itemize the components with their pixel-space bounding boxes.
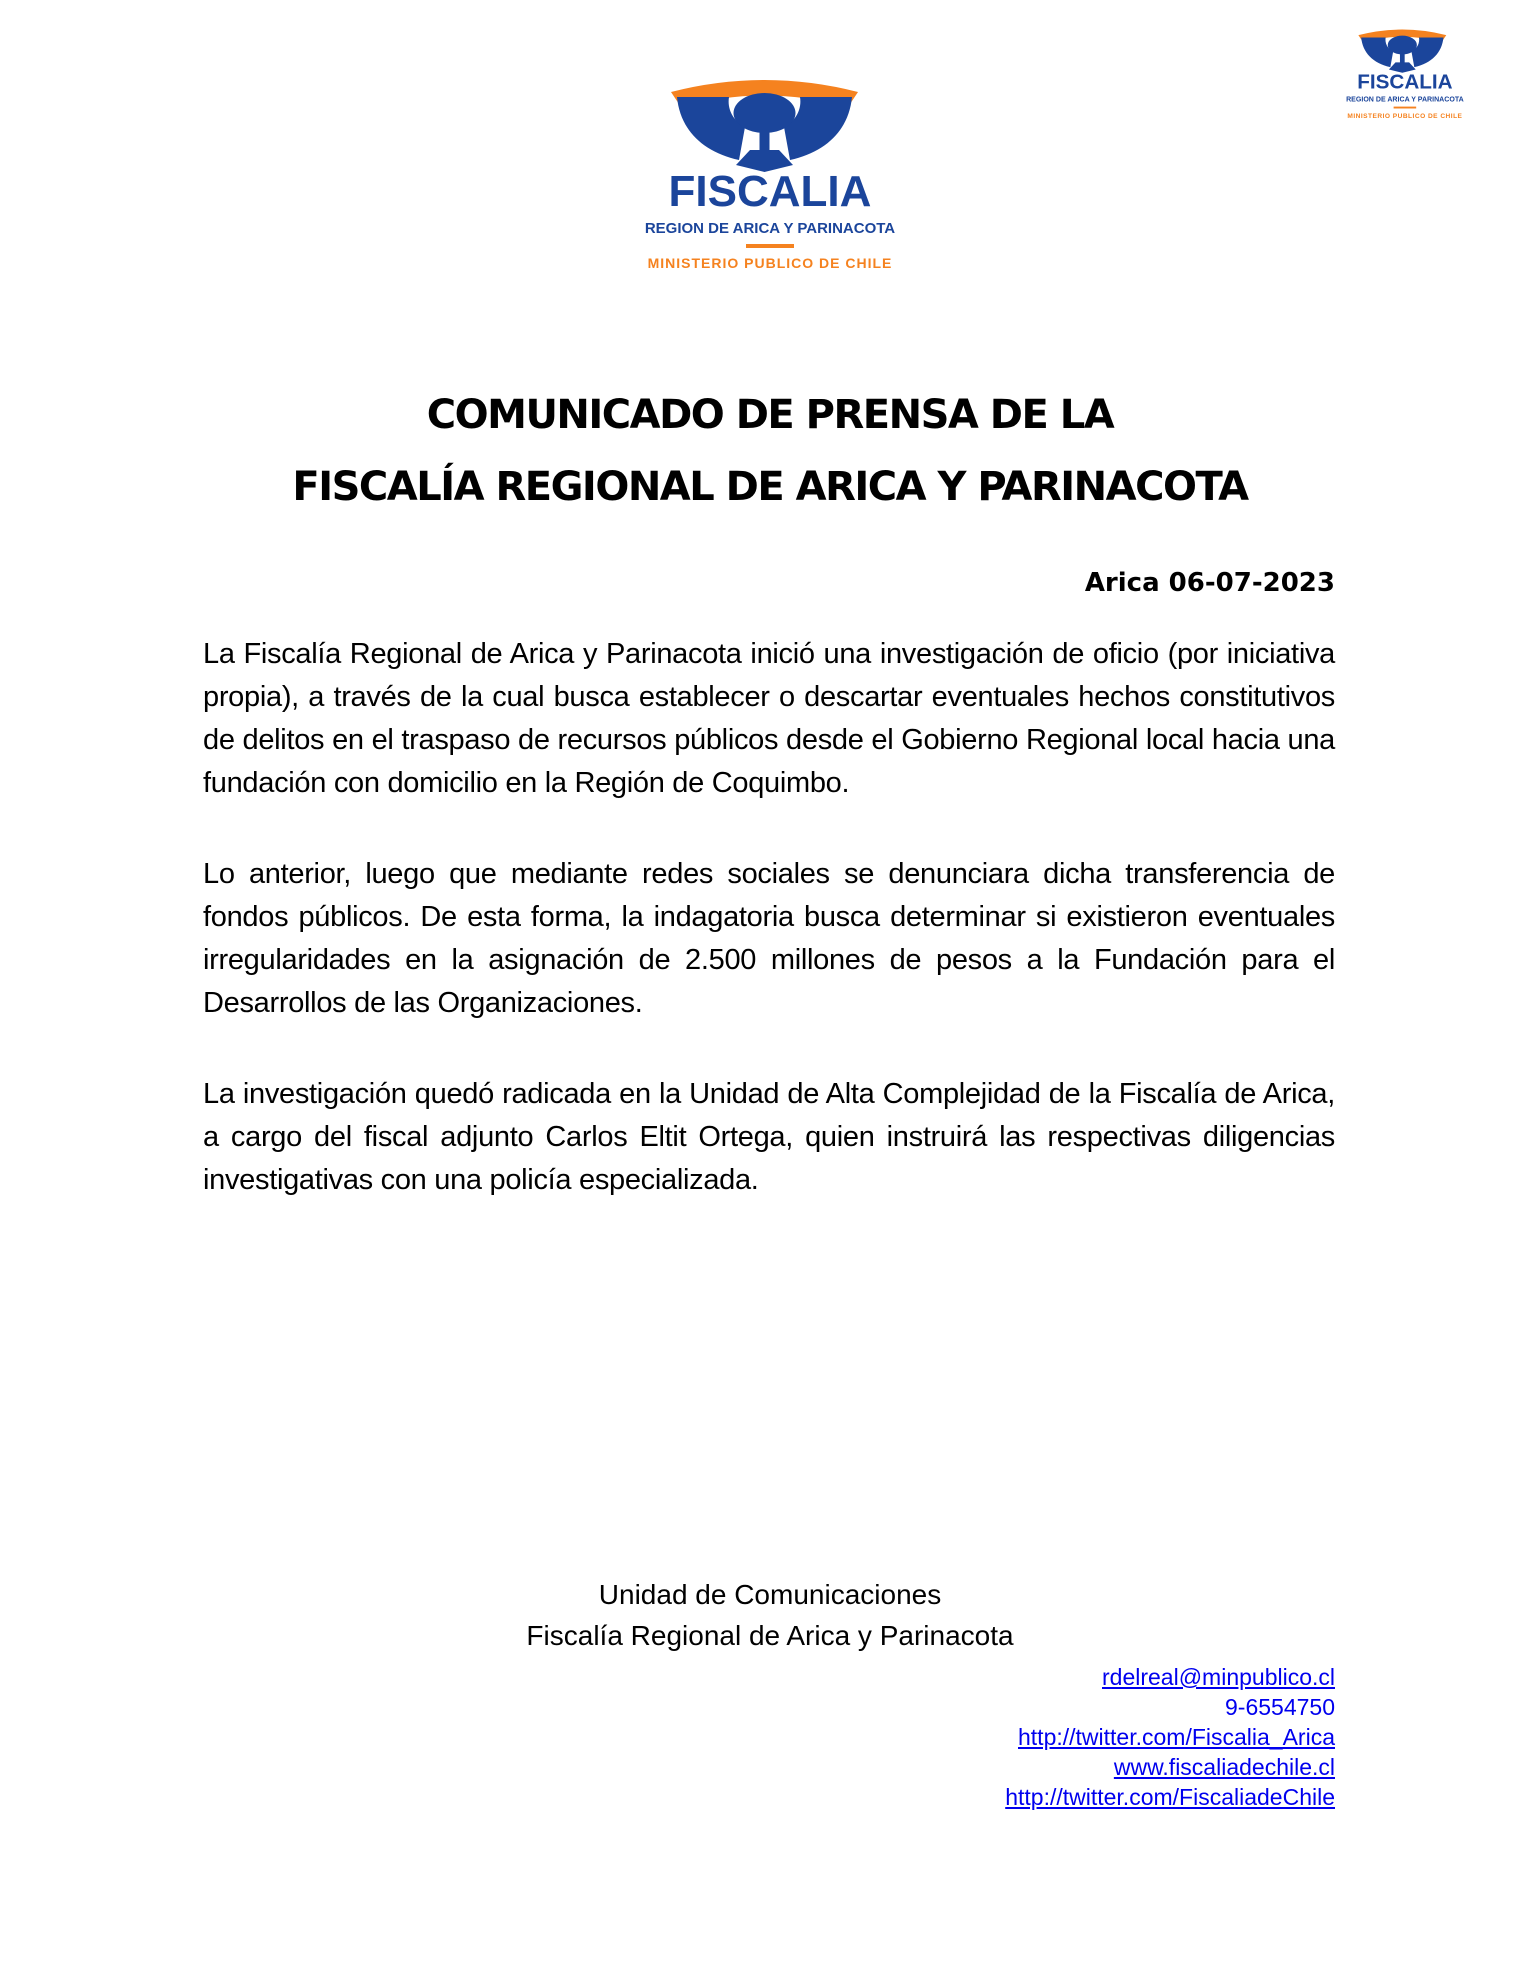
logo-divider (1394, 107, 1417, 109)
emblem-head (1388, 36, 1417, 55)
logo-ministry-label: MINISTERIO PUBLICO DE CHILE (1347, 111, 1463, 120)
emblem-left-wing (1361, 38, 1393, 68)
logo-ministry-label: MINISTERIO PUBLICO DE CHILE (647, 255, 893, 271)
page-title (0, 379, 1540, 523)
logo-wordmark: FISCALIA (1357, 70, 1453, 94)
press-release-body (203, 633, 1335, 1202)
footer-unit-block (0, 1574, 1540, 1656)
fiscalia-emblem-icon (640, 64, 900, 174)
logo-divider (746, 244, 794, 248)
logo-region-label: REGION DE ARICA Y PARINACOTA (1346, 95, 1464, 104)
emblem-head (734, 93, 796, 133)
fiscalia-emblem-icon (1344, 22, 1466, 74)
press-release-paragraph: La investigación quedó radicada en la Unidad de Alta Complejidad de la Fiscalía de Arica, a cargo del fiscal adjunto Carlos Eltit Ortega, quien instruirá las respectivas diligencias investigativas con una policía especializada. (203, 1078, 1335, 1196)
footer-unit-name: Unidad de Comunicaciones (598, 1579, 942, 1610)
logo-region-label: REGION DE ARICA Y PARINACOTA (644, 220, 896, 237)
main-logo (640, 64, 900, 271)
website-link[interactable]: www.fiscaliadechile.cl (1113, 1754, 1335, 1780)
page-title-line1: COMUNICADO DE PRENSA DE LA (426, 392, 1114, 438)
page-title-line2: FISCALÍA REGIONAL DE ARICA Y PARINACOTA (292, 464, 1248, 510)
phone-number: 9-6554750 (1225, 1694, 1335, 1720)
press-release-paragraph: La Fiscalía Regional de Arica y Parinacota inició una investigación de oficio (por iniciativa propia), a través de la cual busca establecer o descartar eventuales hechos constitutivos de delitos en el traspaso de recursos públicos desde el Gobierno Regional local hacia una fundación con domicilio en la Región de Coquimbo. (203, 638, 1335, 799)
twitter-arica-link[interactable]: http://twitter.com/Fiscalia_Arica (1018, 1724, 1335, 1750)
emblem-right-wing (1411, 38, 1443, 68)
corner-logo (1344, 22, 1466, 119)
press-release-paragraph: Lo anterior, luego que mediante redes sociales se denunciara dicha transferencia de fondos públicos. De esta forma, la indagatoria busca determinar si existieron eventuales irregularidades en la asignación de 2.500 millones de pesos a la Fundación para el Desarrollos de las Organizaciones. (203, 858, 1335, 1019)
emblem-left-wing (677, 97, 745, 160)
footer-contacts (0, 1662, 1540, 1812)
date-line: Arica 06-07-2023 (1084, 568, 1335, 598)
twitter-chile-link[interactable]: http://twitter.com/FiscaliadeChile (1005, 1784, 1335, 1810)
emblem-right-wing (784, 97, 852, 160)
logo-wordmark: FISCALIA (668, 167, 872, 216)
email-link[interactable]: rdelreal@minpublico.cl (1102, 1664, 1335, 1690)
footer-org-name: Fiscalía Regional de Arica y Parinacota (526, 1620, 1014, 1651)
